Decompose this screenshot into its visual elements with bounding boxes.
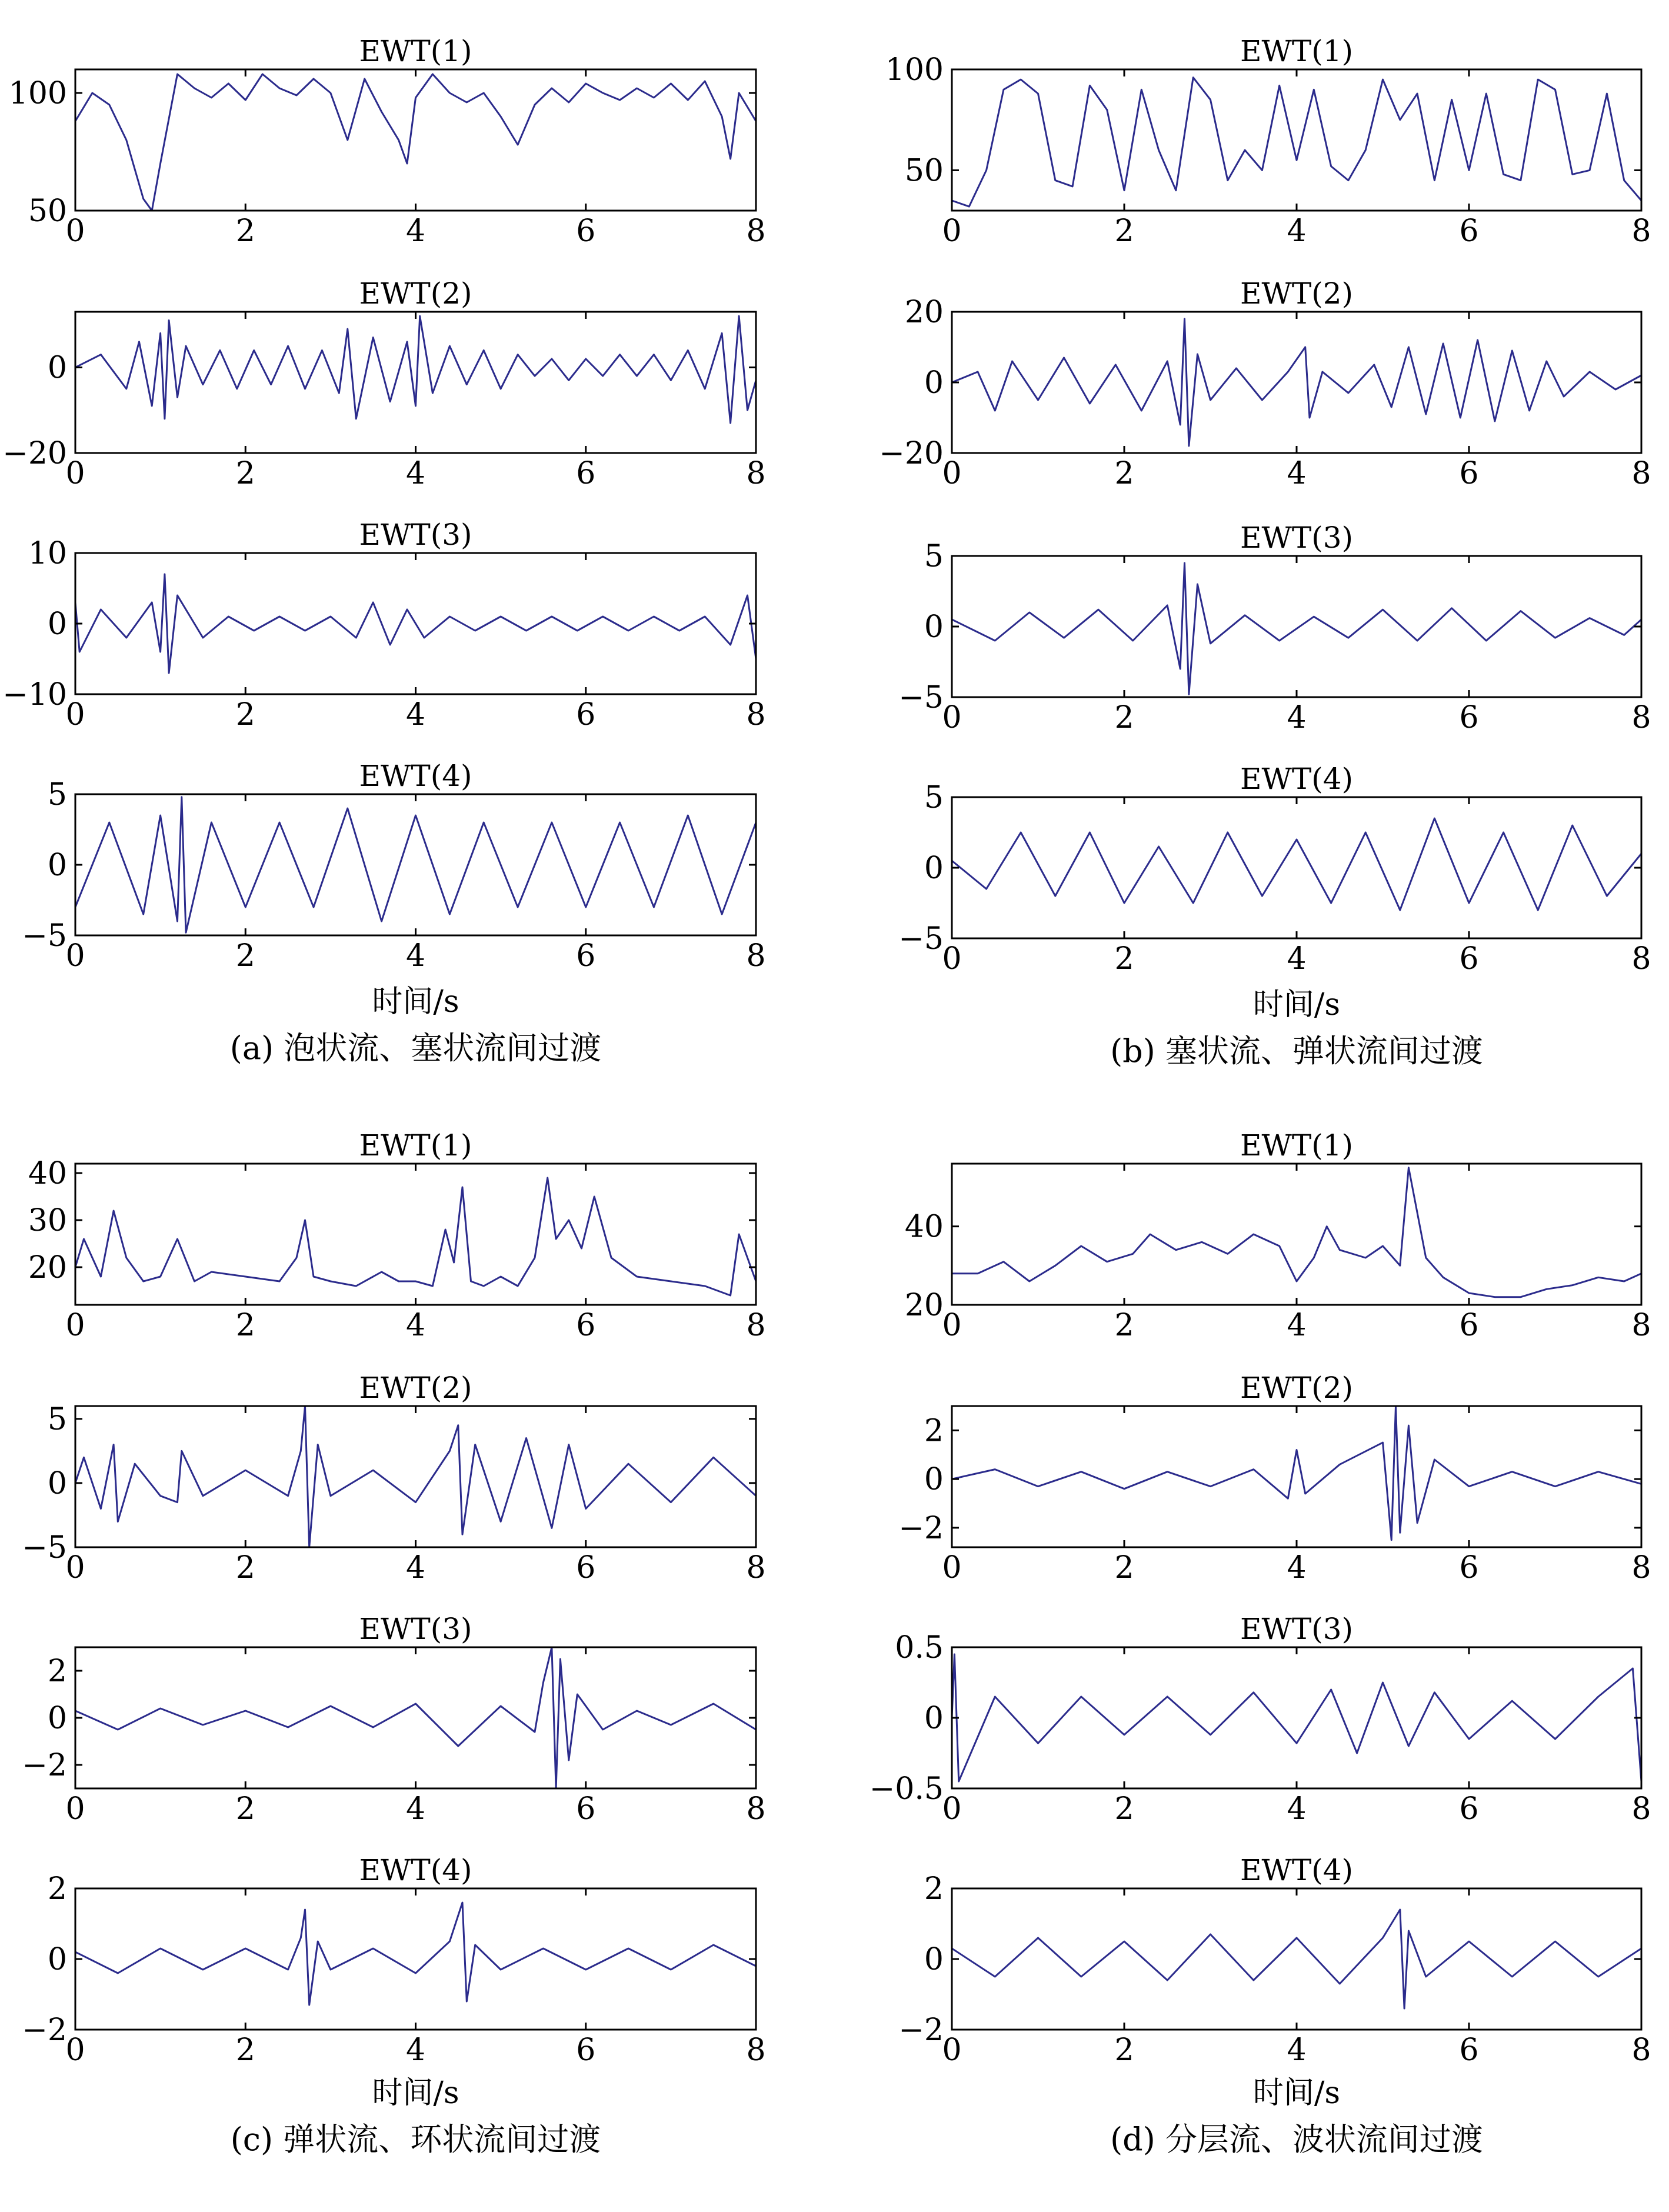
series-line-ewt2 — [952, 319, 1641, 446]
series-line-ewt2 — [952, 1406, 1641, 1540]
x-tick-label: 6 — [576, 1791, 596, 1827]
y-tick-label: 100 — [8, 76, 67, 111]
series-line-ewt4 — [75, 1903, 756, 2005]
panel-title: EWT(3) — [359, 1612, 472, 1646]
x-tick-label: 8 — [746, 1791, 766, 1827]
plot-frame — [75, 312, 756, 453]
x-tick-label: 2 — [1114, 456, 1134, 491]
x-tick-label: 4 — [405, 1308, 426, 1343]
panel-d-2 — [898, 1371, 1651, 1585]
x-tick-label: 0 — [942, 1791, 962, 1827]
panel-title: EWT(4) — [1240, 762, 1354, 796]
x-tick-label: 0 — [942, 456, 962, 491]
y-tick-label: −20 — [879, 436, 944, 471]
series-line-ewt3 — [75, 1647, 756, 1788]
x-axis-label: 时间/s — [1252, 2076, 1341, 2111]
plot-frame — [75, 69, 756, 211]
y-tick-label: 0 — [47, 350, 67, 386]
x-tick-label: 8 — [1631, 1791, 1651, 1827]
x-tick-label: 2 — [1114, 2033, 1134, 2068]
series-line-ewt4 — [952, 1910, 1641, 2008]
y-tick-label: 5 — [47, 1401, 67, 1437]
x-tick-label: 4 — [1287, 941, 1307, 977]
x-tick-label: 6 — [1459, 214, 1479, 249]
y-tick-label: 0 — [47, 1942, 67, 1977]
panel-a-3 — [2, 518, 765, 732]
y-tick-label: 5 — [924, 780, 944, 815]
x-tick-label: 4 — [405, 697, 426, 732]
x-tick-label: 4 — [405, 1791, 426, 1827]
chart-group-b — [879, 34, 1651, 1070]
x-tick-label: 4 — [1287, 1550, 1307, 1585]
x-tick-label: 8 — [746, 1308, 766, 1343]
y-tick-label: 2 — [47, 1871, 67, 1907]
panel-c-2 — [22, 1371, 765, 1585]
panel-title: EWT(1) — [1240, 1128, 1354, 1162]
panel-d-4 — [898, 1853, 1651, 2068]
x-tick-label: 2 — [235, 697, 255, 732]
y-tick-label: 100 — [885, 52, 944, 88]
series-line-ewt3 — [952, 563, 1641, 694]
y-tick-label: 2 — [924, 1413, 944, 1449]
x-tick-label: 0 — [65, 1791, 85, 1827]
subfigure-caption: (c) 弹状流、环状流间过渡 — [230, 2121, 601, 2158]
series-line-ewt1 — [75, 1178, 756, 1295]
x-tick-label: 6 — [576, 456, 596, 491]
series-line-ewt3 — [952, 1654, 1641, 1781]
y-tick-label: 5 — [924, 539, 944, 574]
plot-frame — [75, 1406, 756, 1547]
panel-title: EWT(2) — [1240, 276, 1354, 311]
x-tick-label: 4 — [1287, 456, 1307, 491]
y-tick-label: −2 — [898, 2013, 944, 2048]
series-line-ewt1 — [75, 74, 756, 211]
x-tick-label: 0 — [65, 938, 85, 974]
subfigure-caption: (a) 泡状流、塞状流间过渡 — [229, 1030, 602, 1067]
chart-group-c — [22, 1128, 765, 2158]
x-tick-label: 6 — [1459, 2033, 1479, 2068]
x-tick-label: 2 — [235, 1550, 255, 1585]
chart-group-a — [2, 34, 765, 1067]
y-tick-label: 40 — [28, 1156, 67, 1191]
x-tick-label: 8 — [1631, 2033, 1651, 2068]
x-axis-label: 时间/s — [1252, 987, 1341, 1022]
y-tick-label: 10 — [28, 536, 67, 571]
panel-title: EWT(2) — [359, 1371, 472, 1405]
y-tick-label: 2 — [47, 1654, 67, 1689]
y-tick-label: −20 — [2, 436, 67, 471]
x-tick-label: 8 — [1631, 214, 1651, 249]
x-tick-label: 2 — [1114, 700, 1134, 735]
x-tick-label: 0 — [65, 697, 85, 732]
x-tick-label: 0 — [942, 941, 962, 977]
plot-frame — [75, 1164, 756, 1305]
series-line-ewt1 — [952, 78, 1641, 206]
x-tick-label: 0 — [942, 700, 962, 735]
x-tick-label: 0 — [65, 456, 85, 491]
plot-frame — [952, 69, 1641, 211]
x-tick-label: 8 — [746, 697, 766, 732]
chart-group-d — [870, 1128, 1651, 2158]
y-tick-label: −2 — [22, 1748, 67, 1783]
x-tick-label: 6 — [1459, 1791, 1479, 1827]
x-tick-label: 6 — [576, 2033, 596, 2068]
panel-b-4 — [898, 762, 1651, 977]
subfigure-caption: (b) 塞状流、弹状流间过渡 — [1110, 1032, 1483, 1070]
panel-title: EWT(3) — [1240, 521, 1354, 555]
x-tick-label: 6 — [576, 697, 596, 732]
y-tick-label: 20 — [28, 1250, 67, 1285]
plot-frame — [952, 797, 1641, 938]
x-tick-label: 6 — [1459, 456, 1479, 491]
panel-title: EWT(4) — [1240, 1853, 1354, 1887]
y-tick-label: 20 — [904, 1288, 944, 1323]
x-tick-label: 6 — [576, 938, 596, 974]
series-line-ewt4 — [952, 818, 1641, 910]
x-tick-label: 8 — [1631, 941, 1651, 977]
plot-frame — [952, 312, 1641, 453]
plot-frame — [952, 1888, 1641, 2030]
x-tick-label: 8 — [746, 456, 766, 491]
y-tick-label: 0 — [47, 1465, 67, 1501]
x-tick-label: 8 — [1631, 700, 1651, 735]
x-tick-label: 0 — [65, 2033, 85, 2068]
panel-c-3 — [22, 1612, 765, 1827]
x-tick-label: 4 — [1287, 2033, 1307, 2068]
y-tick-label: −2 — [898, 1510, 944, 1546]
y-tick-label: −5 — [898, 921, 944, 957]
x-tick-label: 8 — [746, 214, 766, 249]
y-tick-label: −0.5 — [869, 1771, 944, 1807]
x-tick-label: 2 — [235, 214, 255, 249]
x-tick-label: 4 — [405, 1550, 426, 1585]
y-tick-label: 0 — [47, 848, 67, 883]
x-tick-label: 2 — [235, 456, 255, 491]
series-line-ewt2 — [75, 1406, 756, 1547]
subfigure-caption: (d) 分层流、波状流间过渡 — [1110, 2121, 1483, 2158]
y-tick-label: 50 — [28, 194, 67, 229]
panel-a-1 — [9, 34, 766, 249]
x-tick-label: 2 — [1114, 941, 1134, 977]
x-tick-label: 4 — [405, 214, 426, 249]
plot-frame — [952, 1647, 1641, 1788]
x-tick-label: 4 — [1287, 1791, 1307, 1827]
x-tick-label: 2 — [1114, 1308, 1134, 1343]
series-line-ewt3 — [75, 574, 756, 673]
x-tick-label: 6 — [576, 214, 596, 249]
y-tick-label: 2 — [924, 1871, 944, 1907]
panel-title: EWT(1) — [1240, 34, 1354, 68]
x-tick-label: 6 — [1459, 700, 1479, 735]
y-tick-label: −2 — [22, 2013, 67, 2048]
x-tick-label: 4 — [1287, 1308, 1307, 1343]
x-tick-label: 0 — [942, 1550, 962, 1585]
panel-b-2 — [879, 276, 1651, 491]
x-tick-label: 0 — [65, 214, 85, 249]
panel-title: EWT(2) — [1240, 1371, 1354, 1405]
y-tick-label: −5 — [22, 918, 67, 954]
y-tick-label: 50 — [904, 153, 944, 189]
y-tick-label: 5 — [47, 777, 67, 812]
x-tick-label: 0 — [942, 2033, 962, 2068]
x-tick-label: 2 — [235, 1308, 255, 1343]
panel-b-1 — [885, 34, 1651, 249]
x-tick-label: 2 — [235, 1791, 255, 1827]
series-line-ewt2 — [75, 316, 756, 423]
x-tick-label: 2 — [1114, 1791, 1134, 1827]
x-tick-label: 6 — [1459, 941, 1479, 977]
y-tick-label: 0 — [924, 365, 944, 401]
panel-c-1 — [28, 1128, 766, 1343]
x-axis-label: 时间/s — [372, 984, 459, 1020]
y-tick-label: 0 — [924, 609, 944, 645]
y-tick-label: 30 — [28, 1203, 67, 1238]
x-tick-label: 0 — [942, 214, 962, 249]
x-tick-label: 0 — [65, 1550, 85, 1585]
panel-title: EWT(4) — [359, 1853, 472, 1887]
x-tick-label: 8 — [746, 2033, 766, 2068]
y-tick-label: 40 — [904, 1209, 944, 1245]
x-tick-label: 2 — [235, 2033, 255, 2068]
x-tick-label: 8 — [1631, 1308, 1651, 1343]
x-tick-label: 0 — [65, 1308, 85, 1343]
plot-frame — [952, 556, 1641, 697]
x-tick-label: 6 — [576, 1308, 596, 1343]
x-tick-label: 2 — [1114, 1550, 1134, 1585]
y-tick-label: 0.5 — [895, 1630, 944, 1665]
x-tick-label: 8 — [746, 938, 766, 974]
x-tick-label: 8 — [746, 1550, 766, 1585]
panel-a-4 — [22, 759, 765, 974]
panel-title: EWT(1) — [359, 1128, 472, 1162]
x-tick-label: 4 — [1287, 214, 1307, 249]
plot-frame — [952, 1406, 1641, 1547]
y-tick-label: 0 — [47, 1701, 67, 1736]
y-tick-label: 20 — [904, 295, 944, 330]
panel-title: EWT(1) — [359, 34, 472, 68]
x-tick-label: 6 — [1459, 1308, 1479, 1343]
series-line-ewt4 — [75, 797, 756, 932]
x-axis-label: 时间/s — [372, 2076, 459, 2111]
y-tick-label: 0 — [924, 1942, 944, 1977]
y-tick-label: 0 — [47, 607, 67, 642]
y-tick-label: 0 — [924, 851, 944, 886]
x-tick-label: 2 — [235, 938, 255, 974]
y-tick-label: −5 — [898, 680, 944, 715]
panel-b-3 — [898, 521, 1651, 735]
x-tick-label: 4 — [405, 456, 426, 491]
panel-a-2 — [2, 276, 765, 491]
x-tick-label: 4 — [405, 938, 426, 974]
y-tick-label: 0 — [924, 1462, 944, 1498]
x-tick-label: 2 — [1114, 214, 1134, 249]
x-tick-label: 0 — [942, 1308, 962, 1343]
panel-title: EWT(4) — [359, 759, 472, 793]
y-tick-label: 0 — [924, 1701, 944, 1736]
y-tick-label: −5 — [22, 1530, 67, 1565]
x-tick-label: 8 — [1631, 1550, 1651, 1585]
panel-d-1 — [905, 1128, 1651, 1343]
panel-title: EWT(2) — [359, 276, 472, 311]
x-tick-label: 8 — [1631, 456, 1651, 491]
panel-title: EWT(3) — [1240, 1612, 1354, 1646]
y-tick-label: −10 — [2, 677, 67, 712]
panel-title: EWT(3) — [359, 518, 472, 552]
plot-frame — [952, 1164, 1641, 1305]
x-tick-label: 6 — [1459, 1550, 1479, 1585]
x-tick-label: 4 — [405, 2033, 426, 2068]
plot-frame — [75, 1888, 756, 2030]
x-tick-label: 6 — [576, 1550, 596, 1585]
panel-c-4 — [22, 1853, 765, 2068]
x-tick-label: 4 — [1287, 700, 1307, 735]
panel-d-3 — [870, 1612, 1651, 1827]
series-line-ewt1 — [952, 1168, 1641, 1297]
